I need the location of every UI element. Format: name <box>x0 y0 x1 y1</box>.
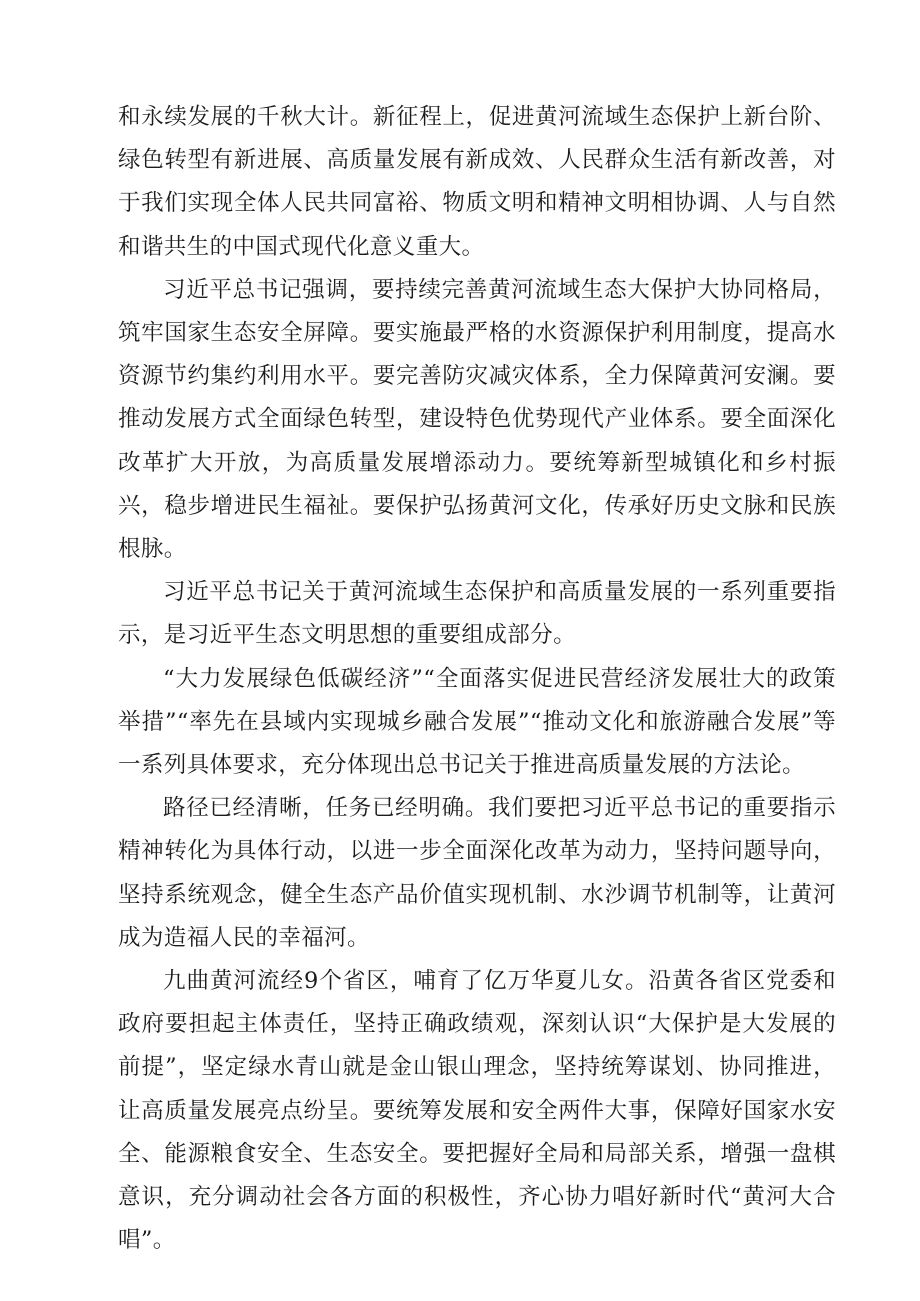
paragraph-2: 习近平总书记强调，要持续完善黄河流域生态大保护大协同格局，筑牢国家生态安全屏障。要实施最严格的水资源保护利用制度，提高水资源节约集约利用水平。要完善防灾减灾体系，全力保障黄河安澜。要推动发展方式全面绿色转型，建设特色优势现代产业体系。要全面深化改革扩大开放，为高质量发展增添动力。要统筹新型城镇化和乡村振兴，稳步增进民生福祉。要保护弘扬黄河文化，传承好历史文脉和民族根脉。 <box>118 276 836 563</box>
article-body <box>118 96 836 1262</box>
paragraph-1: 和永续发展的千秋大计。新征程上，促进黄河流域生态保护上新台阶、绿色转型有新进展、高质量发展有新成效、人民群众生活有新改善，对于我们实现全体人民共同富裕、物质文明和精神文明相协调、人与自然和谐共生的中国式现代化意义重大。 <box>118 104 836 260</box>
paragraph-6: 九曲黄河流经9个省区，哺育了亿万华夏儿女。沿黄各省区党委和政府要担起主体责任，坚持正确政绩观，深刻认识“大保护是大发展的前提”，坚定绿水青山就是金山银山理念，坚持统筹谋划、协同推进，让高质量发展亮点纷呈。要统筹发展和安全两件大事，保障好国家水安全、能源粮食安全、生态安全。要把握好全局和局部关系，增强一盘棋意识，充分调动社会各方面的积极性，齐心协力唱好新时代“黄河大合唱”。 <box>118 968 836 1254</box>
paragraph-5: 路径已经清晰，任务已经明确。我们要把习近平总书记的重要指示精神转化为具体行动，以进一步全面深化改革为动力，坚持问题导向，坚持系统观念，健全生态产品价值实现机制、水沙调节机制等，让黄河成为造福人民的幸福河。 <box>118 795 836 951</box>
paragraph-3: 习近平总书记关于黄河流域生态保护和高质量发展的一系列重要指示，是习近平生态文明思想的重要组成部分。 <box>118 579 836 649</box>
paragraph-4: “大力发展绿色低碳经济”“全面落实促进民营经济发展壮大的政策举措”“率先在县域内实现城乡融合发展”“推动文化和旅游融合发展”等一系列具体要求，充分体现出总书记关于推进高质量发展的方法论。 <box>118 665 836 779</box>
